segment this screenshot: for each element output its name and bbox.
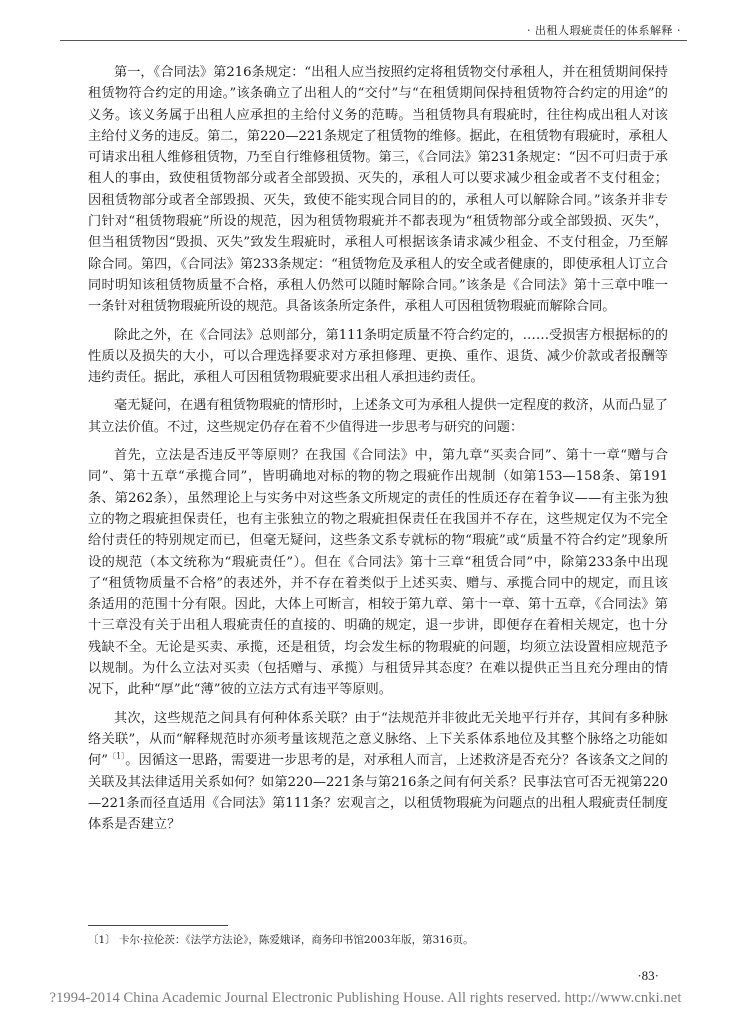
- copyright-notice: ?1994-2014 China Academic Journal Electronic Publishing House. All rights reserved. http://www.cnki.net: [49, 990, 682, 1006]
- running-header: · 出租人瑕疵责任的体系解释 ·: [527, 24, 681, 37]
- article-body: [88, 62, 668, 842]
- paragraph-1: 第一，《合同法》第216条规定：“出租人应当按照约定将租赁物交付承租人，并在租赁期间保持租赁物符合约定的用途。”该条确立了出租人的“交付”与“在租赁期间保持租赁物符合约定的用途”的义务。该义务属于出租人应承担的主给付义务的范畴。当租赁物具有瑕疵时，往往构成出租人对该主给付义务的违反。第二，第220—221条规定了租赁物的维修。据此，在租赁物有瑕疵时，承租人可请求出租人维修租赁物，乃至自行维修租赁物。第三，《合同法》第231条规定：“因不可归责于承租人的事由，致使租赁物部分或者全部毁损、灭失的，承租人可以要求减少租金或者不支付租金；因租赁物部分或者全部毁损、灭失，致使不能实现合同目的的，承租人可以解除合同。”该条并非专门针对“租赁物瑕疵”所设的规范，因为租赁物瑕疵并不都表现为“租赁物部分或全部毁损、灭失”，但当租赁物因“毁损、灭失”致发生瑕疵时，承租人可根据该条请求减少租金、不支付租金，乃至解除合同。第四，《合同法》第233条规定：“租赁物危及承租人的安全或者健康的，即使承租人订立合同时明知该租赁物质量不合格，承租人仍然可以随时解除合同。”该条是《合同法》第十三章中唯一一条针对租赁物瑕疵所设的规范。具备该条所定条件，承租人可因租赁物瑕疵而解除合同。: [88, 65, 668, 315]
- footnote-rule: [88, 925, 228, 926]
- paragraph-5-part-2: 。因循这一思路，需要进一步思考的是，对承租人而言，上述救济是否充分？各该条文之间的关联及其法律适用关系如何？如第220—221条与第216条之间有何关系？民事法官可否无视第220—221条而径直适用《合同法》第111条？宏观言之，以租赁物瑕疵为问题点的出租人瑕疵责任制度体系是否建立？: [88, 753, 668, 833]
- footnote-1: 〔1〕 卡尔·拉伦茨：《法学方法论》，陈爱娥译，商务印书馆2003年版，第316页。: [88, 934, 474, 946]
- paragraph-5-part-1: 其次，这些规范之间具有何种体系关联？由于“法规范并非彼此无关地平行并存，其间有多种脉络关联”，从而“解释规范时亦须考量该规范之意义脉络、上下关系体系地位及其整个脉络之功能如何”: [88, 710, 668, 769]
- header-rule: [60, 40, 687, 41]
- paragraph-4: 首先，立法是否违反平等原则？在我国《合同法》中，第九章“买卖合同”、第十一章“赠与合同”、第十五章“承揽合同”，皆明确地对标的物的物之瑕疵作出规制（如第153—158条、第191条、第262条），虽然理论上与实务中对这些条文所规定的责任的性质还存在着争议——有主张为独立的物之瑕疵担保责任，也有主张独立的物之瑕疵担保责任在我国并不存在，这些规定仅为不完全给付责任的特别规定而已，但毫无疑问，这些条文系专就标的物“瑕疵”或“质量不符合约定”现象所设的规范（本文统称为“瑕疵责任”）。但在《合同法》第十三章“租赁合同”中，除第233条中出现了“租赁物质量不合格”的表述外，并不存在着类似于上述买卖、赠与、承揽合同中的规定，而且该条适用的范围十分有限。因此，大体上可断言，相较于第九章、第十一章、第十五章，《合同法》第十三章没有关于出租人瑕疵责任的直接的、明确的规定，退一步讲，即便存在着相关规定，也十分残缺不全。无论是买卖、承揽，还是租赁，均会发生标的物瑕疵的问题，均须立法设置相应规范予以规制。为什么立法对买卖（包括赠与、承揽）与租赁异其态度？在难以提供正当且充分理由的情况下，此种“厚”此“薄”彼的立法方式有违平等原则。: [88, 448, 668, 698]
- footnote-reference-1[interactable]: 〔1〕: [107, 751, 126, 761]
- paragraph-3: 毫无疑问，在遇有租赁物瑕疵的情形时，上述条文可为承租人提供一定程度的救济，从而凸显了其立法价值。不过，这些规定仍存在着不少值得进一步思考与研究的问题：: [88, 398, 668, 435]
- paragraph-5: [88, 708, 668, 836]
- paragraph-2: 除此之外，在《合同法》总则部分，第111条明定质量不符合约定的，……受损害方根据标的的性质以及损失的大小，可以合理选择要求对方承担修理、更换、重作、退货、减少价款或者报酬等违约责任。据此，承租人可因租赁物瑕疵要求出租人承担违约责任。: [88, 327, 668, 386]
- page-number: ·83·: [637, 968, 659, 983]
